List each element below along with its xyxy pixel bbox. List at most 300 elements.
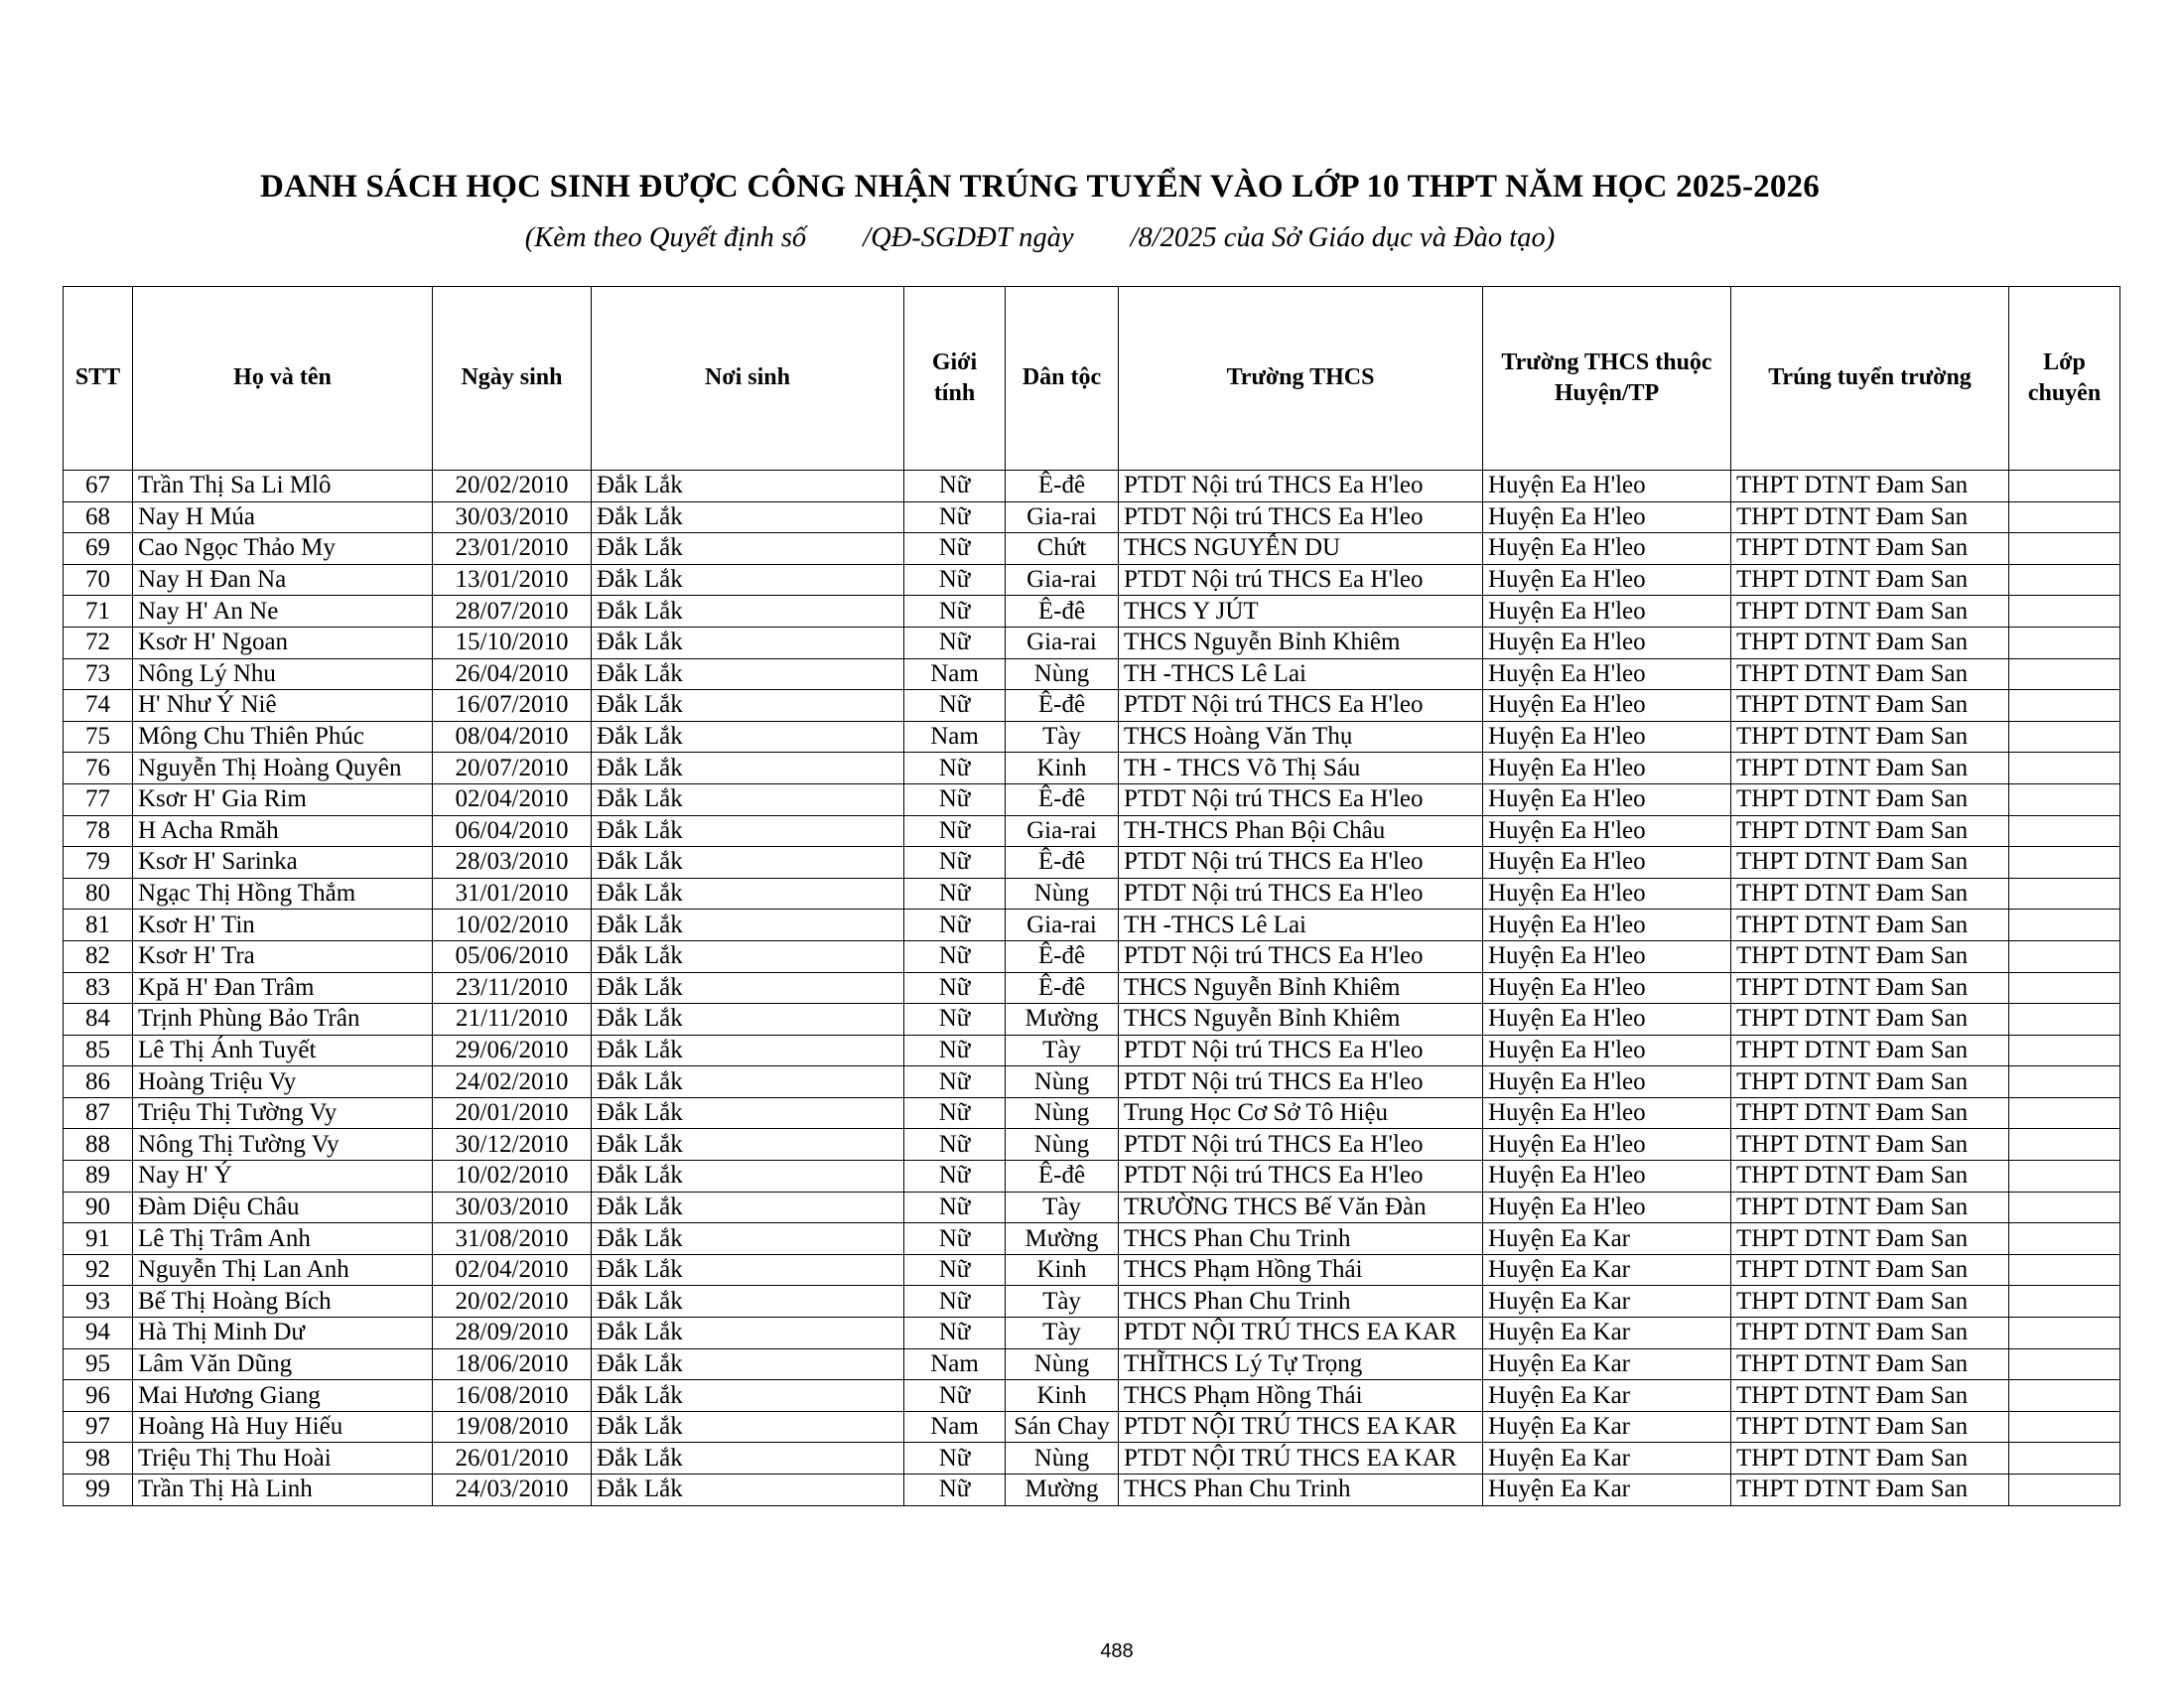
- cell-admitted: THPT DTNT Đam San: [1731, 596, 2009, 628]
- cell-gender: Nữ: [904, 815, 1006, 847]
- cell-name: Triệu Thị Tường Vy: [133, 1097, 433, 1129]
- cell-gender: Nữ: [904, 847, 1006, 879]
- cell-name: Cao Ngọc Thảo My: [133, 533, 433, 565]
- cell-gender: Nam: [904, 658, 1006, 690]
- cell-ethnicity: Nùng: [1006, 878, 1119, 910]
- cell-birthplace: Đắk Lắk: [592, 1035, 904, 1066]
- cell-district: Huyện Ea Kar: [1483, 1443, 1731, 1475]
- table-row: [64, 1035, 2120, 1066]
- cell-birthplace: Đắk Lắk: [592, 1475, 904, 1506]
- cell-admitted: THPT DTNT Đam San: [1731, 1380, 2009, 1412]
- cell-stt: 69: [64, 533, 133, 565]
- cell-gender: Nữ: [904, 1254, 1006, 1286]
- cell-ethnicity: Ê-đê: [1006, 940, 1119, 972]
- cell-ethnicity: Gia-rai: [1006, 564, 1119, 596]
- cell-gender: Nữ: [904, 1004, 1006, 1036]
- cell-ethnicity: Tày: [1006, 1035, 1119, 1066]
- cell-dob: 21/11/2010: [433, 1004, 592, 1036]
- cell-ethnicity: Chứt: [1006, 533, 1119, 565]
- cell-stt: 97: [64, 1411, 133, 1443]
- cell-ethnicity: Mường: [1006, 1004, 1119, 1036]
- cell-district: Huyện Ea H'leo: [1483, 1097, 1731, 1129]
- cell-district: Huyện Ea H'leo: [1483, 1035, 1731, 1066]
- cell-stt: 82: [64, 940, 133, 972]
- col-header-dob: Ngày sinh: [433, 287, 592, 471]
- cell-birthplace: Đắk Lắk: [592, 533, 904, 565]
- cell-birthplace: Đắk Lắk: [592, 940, 904, 972]
- cell-ethnicity: Nùng: [1006, 1348, 1119, 1380]
- cell-dob: 28/07/2010: [433, 596, 592, 628]
- cell-special: [2009, 1286, 2120, 1318]
- cell-admitted: THPT DTNT Đam San: [1731, 1286, 2009, 1318]
- cell-name: Nguyễn Thị Hoàng Quyên: [133, 753, 433, 784]
- cell-name: Triệu Thị Thu Hoài: [133, 1443, 433, 1475]
- cell-gender: Nữ: [904, 910, 1006, 941]
- cell-admitted: THPT DTNT Đam San: [1731, 1475, 2009, 1506]
- cell-stt: 99: [64, 1475, 133, 1506]
- cell-admitted: THPT DTNT Đam San: [1731, 1348, 2009, 1380]
- col-header-birthplace: Nơi sinh: [592, 287, 904, 471]
- table-row: [64, 471, 2120, 502]
- table-row: [64, 910, 2120, 941]
- cell-dob: 20/02/2010: [433, 1286, 592, 1318]
- cell-admitted: THPT DTNT Đam San: [1731, 658, 2009, 690]
- cell-stt: 67: [64, 471, 133, 502]
- cell-ethnicity: Nùng: [1006, 658, 1119, 690]
- cell-gender: Nam: [904, 1411, 1006, 1443]
- cell-special: [2009, 1254, 2120, 1286]
- cell-name: Nông Lý Nhu: [133, 658, 433, 690]
- cell-special: [2009, 815, 2120, 847]
- cell-birthplace: Đắk Lắk: [592, 1004, 904, 1036]
- table-row: [64, 1348, 2120, 1380]
- table-row: [64, 878, 2120, 910]
- cell-school: TH-THCS Phan Bội Châu: [1119, 815, 1483, 847]
- cell-name: Ksơr H' Ngoan: [133, 627, 433, 658]
- cell-dob: 26/04/2010: [433, 658, 592, 690]
- cell-gender: Nữ: [904, 972, 1006, 1004]
- cell-admitted: THPT DTNT Đam San: [1731, 815, 2009, 847]
- cell-special: [2009, 1004, 2120, 1036]
- cell-admitted: THPT DTNT Đam San: [1731, 783, 2009, 815]
- cell-special: [2009, 1035, 2120, 1066]
- cell-school: THCS Nguyễn Bỉnh Khiêm: [1119, 1004, 1483, 1036]
- cell-gender: Nữ: [904, 1097, 1006, 1129]
- cell-stt: 68: [64, 501, 133, 533]
- cell-dob: 23/01/2010: [433, 533, 592, 565]
- table-row: [64, 1286, 2120, 1318]
- cell-stt: 93: [64, 1286, 133, 1318]
- table-row: [64, 1475, 2120, 1506]
- cell-special: [2009, 596, 2120, 628]
- col-header-district: Trường THCS thuộc Huyện/TP: [1483, 287, 1731, 471]
- cell-dob: 18/06/2010: [433, 1348, 592, 1380]
- cell-birthplace: Đắk Lắk: [592, 910, 904, 941]
- cell-stt: 88: [64, 1129, 133, 1161]
- cell-gender: Nữ: [904, 940, 1006, 972]
- cell-birthplace: Đắk Lắk: [592, 815, 904, 847]
- table-row: [64, 1380, 2120, 1412]
- cell-name: Đàm Diệu Châu: [133, 1192, 433, 1223]
- cell-name: Nay H Đan Na: [133, 564, 433, 596]
- cell-school: THCS Phan Chu Trinh: [1119, 1475, 1483, 1506]
- cell-dob: 16/08/2010: [433, 1380, 592, 1412]
- cell-dob: 13/01/2010: [433, 564, 592, 596]
- cell-special: [2009, 721, 2120, 753]
- cell-district: Huyện Ea H'leo: [1483, 627, 1731, 658]
- cell-admitted: THPT DTNT Đam San: [1731, 1097, 2009, 1129]
- cell-admitted: THPT DTNT Đam San: [1731, 1066, 2009, 1098]
- cell-gender: Nữ: [904, 1318, 1006, 1349]
- cell-district: Huyện Ea H'leo: [1483, 1161, 1731, 1193]
- cell-name: Ngạc Thị Hồng Thắm: [133, 878, 433, 910]
- cell-gender: Nữ: [904, 1066, 1006, 1098]
- col-header-stt: STT: [64, 287, 133, 471]
- cell-school: TRƯỜNG THCS Bế Văn Đàn: [1119, 1192, 1483, 1223]
- cell-gender: Nữ: [904, 690, 1006, 722]
- cell-ethnicity: Kinh: [1006, 1380, 1119, 1412]
- cell-birthplace: Đắk Lắk: [592, 1223, 904, 1255]
- cell-district: Huyện Ea H'leo: [1483, 471, 1731, 502]
- cell-stt: 81: [64, 910, 133, 941]
- cell-district: Huyện Ea H'leo: [1483, 847, 1731, 879]
- cell-stt: 77: [64, 783, 133, 815]
- cell-stt: 83: [64, 972, 133, 1004]
- cell-dob: 15/10/2010: [433, 627, 592, 658]
- cell-name: Trịnh Phùng Bảo Trân: [133, 1004, 433, 1036]
- cell-school: THCS Phạm Hồng Thái: [1119, 1380, 1483, 1412]
- cell-birthplace: Đắk Lắk: [592, 878, 904, 910]
- cell-gender: Nữ: [904, 783, 1006, 815]
- cell-name: Nguyễn Thị Lan Anh: [133, 1254, 433, 1286]
- cell-birthplace: Đắk Lắk: [592, 1411, 904, 1443]
- cell-special: [2009, 1129, 2120, 1161]
- cell-birthplace: Đắk Lắk: [592, 1380, 904, 1412]
- cell-name: Nay H Múa: [133, 501, 433, 533]
- cell-ethnicity: Gia-rai: [1006, 627, 1119, 658]
- cell-dob: 19/08/2010: [433, 1411, 592, 1443]
- cell-ethnicity: Gia-rai: [1006, 815, 1119, 847]
- cell-ethnicity: Tày: [1006, 1318, 1119, 1349]
- cell-special: [2009, 533, 2120, 565]
- cell-gender: Nam: [904, 1348, 1006, 1380]
- cell-special: [2009, 471, 2120, 502]
- cell-birthplace: Đắk Lắk: [592, 1161, 904, 1193]
- cell-school: PTDT Nội trú THCS Ea H'leo: [1119, 471, 1483, 502]
- cell-birthplace: Đắk Lắk: [592, 690, 904, 722]
- cell-stt: 84: [64, 1004, 133, 1036]
- cell-stt: 73: [64, 658, 133, 690]
- cell-ethnicity: Gia-rai: [1006, 501, 1119, 533]
- cell-admitted: THPT DTNT Đam San: [1731, 753, 2009, 784]
- table-row: [64, 1443, 2120, 1475]
- table-row: [64, 1066, 2120, 1098]
- cell-stt: 90: [64, 1192, 133, 1223]
- cell-gender: Nữ: [904, 564, 1006, 596]
- cell-ethnicity: Mường: [1006, 1223, 1119, 1255]
- table-row: [64, 1411, 2120, 1443]
- cell-school: TH -THCS Lê Lai: [1119, 658, 1483, 690]
- cell-name: Ksơr H' Tra: [133, 940, 433, 972]
- cell-birthplace: Đắk Lắk: [592, 627, 904, 658]
- cell-name: Hoàng Hà Huy Hiếu: [133, 1411, 433, 1443]
- cell-special: [2009, 1348, 2120, 1380]
- cell-stt: 85: [64, 1035, 133, 1066]
- cell-school: THCS Nguyễn Bỉnh Khiêm: [1119, 627, 1483, 658]
- cell-special: [2009, 753, 2120, 784]
- cell-district: Huyện Ea H'leo: [1483, 501, 1731, 533]
- cell-birthplace: Đắk Lắk: [592, 753, 904, 784]
- cell-stt: 92: [64, 1254, 133, 1286]
- cell-school: PTDT Nội trú THCS Ea H'leo: [1119, 847, 1483, 879]
- cell-birthplace: Đắk Lắk: [592, 1286, 904, 1318]
- cell-school: PTDT Nội trú THCS Ea H'leo: [1119, 878, 1483, 910]
- table-row: [64, 690, 2120, 722]
- cell-admitted: THPT DTNT Đam San: [1731, 1411, 2009, 1443]
- cell-school: THCS Y JÚT: [1119, 596, 1483, 628]
- table-row: [64, 658, 2120, 690]
- cell-dob: 31/01/2010: [433, 878, 592, 910]
- cell-birthplace: Đắk Lắk: [592, 783, 904, 815]
- cell-special: [2009, 658, 2120, 690]
- cell-name: Trần Thị Hà Linh: [133, 1475, 433, 1506]
- cell-name: Hoàng Triệu Vy: [133, 1066, 433, 1098]
- cell-ethnicity: Sán Chay: [1006, 1411, 1119, 1443]
- cell-admitted: THPT DTNT Đam San: [1731, 471, 2009, 502]
- cell-ethnicity: Ê-đê: [1006, 1161, 1119, 1193]
- cell-name: H' Như Ý Niê: [133, 690, 433, 722]
- cell-gender: Nữ: [904, 1223, 1006, 1255]
- cell-birthplace: Đắk Lắk: [592, 721, 904, 753]
- cell-stt: 96: [64, 1380, 133, 1412]
- cell-ethnicity: Nùng: [1006, 1129, 1119, 1161]
- cell-birthplace: Đắk Lắk: [592, 1129, 904, 1161]
- cell-dob: 16/07/2010: [433, 690, 592, 722]
- cell-school: PTDT Nội trú THCS Ea H'leo: [1119, 783, 1483, 815]
- cell-district: Huyện Ea Kar: [1483, 1475, 1731, 1506]
- cell-district: Huyện Ea H'leo: [1483, 783, 1731, 815]
- cell-name: Trần Thị Sa Li Mlô: [133, 471, 433, 502]
- cell-ethnicity: Ê-đê: [1006, 847, 1119, 879]
- cell-ethnicity: Ê-đê: [1006, 471, 1119, 502]
- document-title: DANH SÁCH HỌC SINH ĐƯỢC CÔNG NHẬN TRÚNG TUYỂN VÀO LỚP 10 THPT NĂM HỌC 2025-2026: [260, 169, 1820, 205]
- table-row: [64, 847, 2120, 879]
- table-row: [64, 753, 2120, 784]
- cell-special: [2009, 501, 2120, 533]
- cell-gender: Nữ: [904, 1161, 1006, 1193]
- col-header-admitted: Trúng tuyển trường: [1731, 287, 2009, 471]
- cell-district: Huyện Ea H'leo: [1483, 940, 1731, 972]
- cell-district: Huyện Ea H'leo: [1483, 815, 1731, 847]
- cell-ethnicity: Ê-đê: [1006, 972, 1119, 1004]
- cell-admitted: THPT DTNT Đam San: [1731, 1443, 2009, 1475]
- cell-special: [2009, 564, 2120, 596]
- cell-admitted: THPT DTNT Đam San: [1731, 690, 2009, 722]
- cell-gender: Nữ: [904, 1286, 1006, 1318]
- cell-dob: 06/04/2010: [433, 815, 592, 847]
- cell-ethnicity: Ê-đê: [1006, 783, 1119, 815]
- col-header-gender: Giới tính: [904, 287, 1006, 471]
- cell-school: PTDT Nội trú THCS Ea H'leo: [1119, 564, 1483, 596]
- cell-birthplace: Đắk Lắk: [592, 1066, 904, 1098]
- table-row: [64, 815, 2120, 847]
- table-row: [64, 721, 2120, 753]
- cell-district: Huyện Ea H'leo: [1483, 1066, 1731, 1098]
- cell-special: [2009, 878, 2120, 910]
- cell-special: [2009, 690, 2120, 722]
- cell-district: Huyện Ea Kar: [1483, 1254, 1731, 1286]
- cell-district: Huyện Ea Kar: [1483, 1380, 1731, 1412]
- cell-admitted: THPT DTNT Đam San: [1731, 1192, 2009, 1223]
- cell-district: Huyện Ea H'leo: [1483, 533, 1731, 565]
- cell-dob: 31/08/2010: [433, 1223, 592, 1255]
- cell-dob: 30/12/2010: [433, 1129, 592, 1161]
- cell-special: [2009, 1380, 2120, 1412]
- cell-district: Huyện Ea Kar: [1483, 1223, 1731, 1255]
- table-row: [64, 1097, 2120, 1129]
- cell-stt: 95: [64, 1348, 133, 1380]
- cell-ethnicity: Gia-rai: [1006, 910, 1119, 941]
- cell-district: Huyện Ea H'leo: [1483, 596, 1731, 628]
- cell-name: Ksơr H' Sarinka: [133, 847, 433, 879]
- cell-gender: Nữ: [904, 753, 1006, 784]
- cell-dob: 10/02/2010: [433, 1161, 592, 1193]
- cell-gender: Nữ: [904, 533, 1006, 565]
- cell-gender: Nữ: [904, 627, 1006, 658]
- cell-stt: 75: [64, 721, 133, 753]
- cell-special: [2009, 1097, 2120, 1129]
- cell-special: [2009, 1318, 2120, 1349]
- cell-dob: 20/02/2010: [433, 471, 592, 502]
- cell-gender: Nữ: [904, 1035, 1006, 1066]
- cell-school: Trung Học Cơ Sở Tô Hiệu: [1119, 1097, 1483, 1129]
- cell-birthplace: Đắk Lắk: [592, 1318, 904, 1349]
- cell-ethnicity: Nùng: [1006, 1097, 1119, 1129]
- cell-admitted: THPT DTNT Đam San: [1731, 1129, 2009, 1161]
- table-row: [64, 501, 2120, 533]
- cell-gender: Nữ: [904, 501, 1006, 533]
- cell-school: PTDT NỘI TRÚ THCS EA KAR: [1119, 1318, 1483, 1349]
- cell-stt: 71: [64, 596, 133, 628]
- cell-admitted: THPT DTNT Đam San: [1731, 910, 2009, 941]
- cell-stt: 79: [64, 847, 133, 879]
- cell-stt: 89: [64, 1161, 133, 1193]
- cell-gender: Nữ: [904, 1192, 1006, 1223]
- cell-dob: 02/04/2010: [433, 1254, 592, 1286]
- cell-name: Ksơr H' Gia Rim: [133, 783, 433, 815]
- cell-stt: 86: [64, 1066, 133, 1098]
- cell-special: [2009, 1223, 2120, 1255]
- cell-school: PTDT Nội trú THCS Ea H'leo: [1119, 1129, 1483, 1161]
- cell-ethnicity: Mường: [1006, 1475, 1119, 1506]
- table-row: [64, 1192, 2120, 1223]
- cell-district: Huyện Ea H'leo: [1483, 972, 1731, 1004]
- col-header-ethnicity: Dân tộc: [1006, 287, 1119, 471]
- cell-birthplace: Đắk Lắk: [592, 1097, 904, 1129]
- cell-school: PTDT NỘI TRÚ THCS EA KAR: [1119, 1411, 1483, 1443]
- cell-name: Nay H' An Ne: [133, 596, 433, 628]
- cell-district: Huyện Ea H'leo: [1483, 878, 1731, 910]
- cell-ethnicity: Kinh: [1006, 753, 1119, 784]
- cell-admitted: THPT DTNT Đam San: [1731, 1004, 2009, 1036]
- table-row: [64, 972, 2120, 1004]
- cell-school: PTDT Nội trú THCS Ea H'leo: [1119, 690, 1483, 722]
- cell-gender: Nữ: [904, 1475, 1006, 1506]
- cell-admitted: THPT DTNT Đam San: [1731, 878, 2009, 910]
- table-body: [64, 471, 2120, 1506]
- cell-district: Huyện Ea H'leo: [1483, 1129, 1731, 1161]
- cell-special: [2009, 1161, 2120, 1193]
- cell-special: [2009, 783, 2120, 815]
- cell-name: Nông Thị Tường Vy: [133, 1129, 433, 1161]
- cell-birthplace: Đắk Lắk: [592, 1192, 904, 1223]
- cell-special: [2009, 627, 2120, 658]
- cell-school: PTDT Nội trú THCS Ea H'leo: [1119, 940, 1483, 972]
- cell-ethnicity: Nùng: [1006, 1066, 1119, 1098]
- cell-gender: Nữ: [904, 596, 1006, 628]
- cell-name: Bế Thị Hoàng Bích: [133, 1286, 433, 1318]
- document-subtitle: (Kèm theo Quyết định số /QĐ-SGDĐT ngày /8/2025 của Sở Giáo dục và Đào tạo): [524, 222, 1556, 253]
- cell-dob: 30/03/2010: [433, 1192, 592, 1223]
- cell-birthplace: Đắk Lắk: [592, 596, 904, 628]
- cell-district: Huyện Ea Kar: [1483, 1286, 1731, 1318]
- cell-gender: Nữ: [904, 471, 1006, 502]
- cell-gender: Nữ: [904, 878, 1006, 910]
- table-row: [64, 1004, 2120, 1036]
- cell-name: Mai Hương Giang: [133, 1380, 433, 1412]
- cell-ethnicity: Nùng: [1006, 1443, 1119, 1475]
- cell-birthplace: Đắk Lắk: [592, 1348, 904, 1380]
- cell-birthplace: Đắk Lắk: [592, 972, 904, 1004]
- admission-table: [63, 286, 2120, 1506]
- cell-special: [2009, 910, 2120, 941]
- cell-admitted: THPT DTNT Đam San: [1731, 1223, 2009, 1255]
- cell-dob: 26/01/2010: [433, 1443, 592, 1475]
- table-row: [64, 940, 2120, 972]
- cell-school: PTDT NỘI TRÚ THCS EA KAR: [1119, 1443, 1483, 1475]
- cell-name: Lâm Văn Dũng: [133, 1348, 433, 1380]
- cell-school: TH - THCS Võ Thị Sáu: [1119, 753, 1483, 784]
- cell-name: Lê Thị Trâm Anh: [133, 1223, 433, 1255]
- cell-school: PTDT Nội trú THCS Ea H'leo: [1119, 1035, 1483, 1066]
- cell-dob: 02/04/2010: [433, 783, 592, 815]
- cell-dob: 30/03/2010: [433, 501, 592, 533]
- cell-admitted: THPT DTNT Đam San: [1731, 564, 2009, 596]
- cell-birthplace: Đắk Lắk: [592, 471, 904, 502]
- cell-name: Ksơr H' Tin: [133, 910, 433, 941]
- cell-stt: 87: [64, 1097, 133, 1129]
- cell-school: THĨTHCS Lý Tự Trọng: [1119, 1348, 1483, 1380]
- cell-special: [2009, 847, 2120, 879]
- table-row: [64, 533, 2120, 565]
- cell-name: Lê Thị Ánh Tuyết: [133, 1035, 433, 1066]
- cell-school: PTDT Nội trú THCS Ea H'leo: [1119, 1066, 1483, 1098]
- cell-ethnicity: Tày: [1006, 1192, 1119, 1223]
- cell-stt: 94: [64, 1318, 133, 1349]
- table-row: [64, 1254, 2120, 1286]
- table-row: [64, 1223, 2120, 1255]
- cell-birthplace: Đắk Lắk: [592, 658, 904, 690]
- cell-dob: 05/06/2010: [433, 940, 592, 972]
- cell-dob: 24/03/2010: [433, 1475, 592, 1506]
- cell-stt: 91: [64, 1223, 133, 1255]
- table-row: [64, 783, 2120, 815]
- table-row: [64, 627, 2120, 658]
- cell-ethnicity: Tày: [1006, 721, 1119, 753]
- cell-admitted: THPT DTNT Đam San: [1731, 1035, 2009, 1066]
- cell-name: H Acha Rmăh: [133, 815, 433, 847]
- cell-dob: 28/03/2010: [433, 847, 592, 879]
